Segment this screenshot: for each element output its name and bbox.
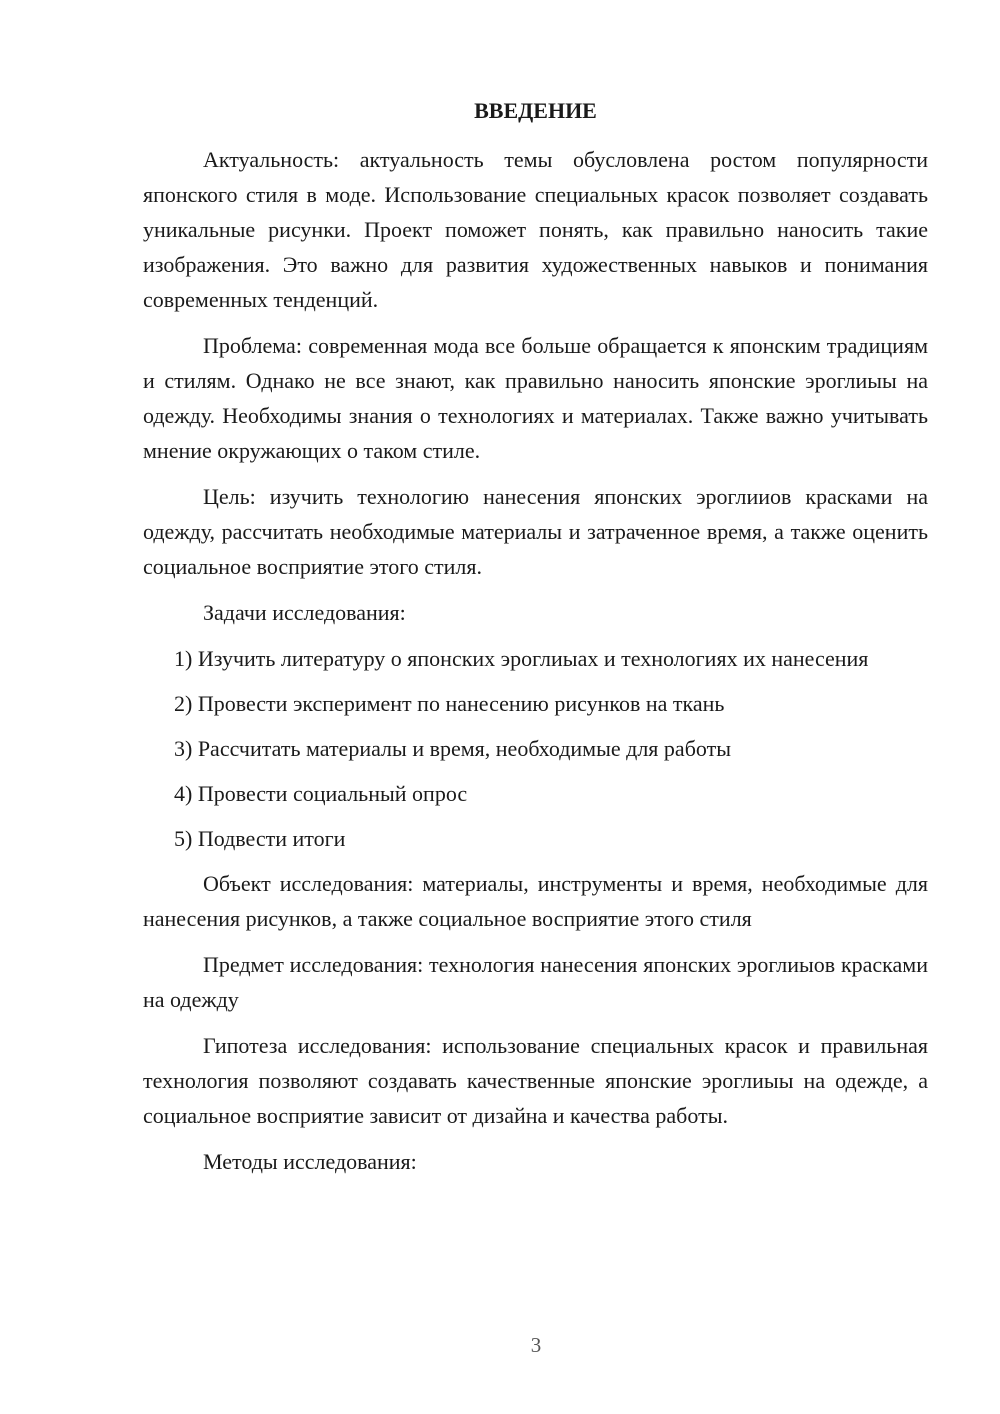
hypothesis-paragraph: Гипотеза исследования: использование специальных красок и правильная технология позволяют создавать качественные японские эроглиыы на одежде, а социальное восприятие зависит от дизайна и качества работы. bbox=[143, 1033, 928, 1128]
page-content bbox=[143, 93, 928, 1190]
task-item: 1) Изучить литературу о японских эроглиыах и технологиях их нанесения bbox=[174, 646, 869, 671]
section-title: ВВЕДЕНИЕ bbox=[474, 98, 597, 123]
relevance-paragraph: Актуальность: актуальность темы обусловлена ростом популярности японского стиля в моде. Использование специальных красок позволяет создавать уникальные рисунки. Проект поможет понять, как правильно наносить такие изображения. Это важно для развития художественных навыков и понимания современных тенденций. bbox=[143, 147, 928, 312]
task-item: 2) Провести эксперимент по нанесению рисунков на ткань bbox=[174, 691, 725, 716]
methods-heading: Методы исследования: bbox=[203, 1149, 417, 1174]
object-paragraph: Объект исследования: материалы, инструменты и время, необходимые для нанесения рисунков, а также социальное восприятие этого стиля bbox=[143, 871, 928, 931]
task-item: 5) Подвести итоги bbox=[174, 826, 346, 851]
goal-paragraph: Цель: изучить технологию нанесения японских эроглииов красками на одежду, рассчитать необходимые материалы и затраченное время, а также оценить социальное восприятие этого стиля. bbox=[143, 484, 928, 579]
task-item: 4) Провести социальный опрос bbox=[174, 781, 468, 806]
subject-paragraph: Предмет исследования: технология нанесения японских эроглиыов красками на одежду bbox=[143, 952, 928, 1012]
tasks-heading: Задачи исследования: bbox=[203, 600, 406, 625]
task-item: 3) Рассчитать материалы и время, необходимые для работы bbox=[174, 736, 731, 761]
problem-paragraph: Проблема: современная мода все больше обращается к японским традициям и стилям. Однако не все знают, как правильно наносить японские эроглиыы на одежду. Необходимы знания о технологиях и материалах. Также важно учитывать мнение окружающих о таком стиле. bbox=[143, 333, 928, 463]
page-number: 3 bbox=[530, 1333, 542, 1357]
